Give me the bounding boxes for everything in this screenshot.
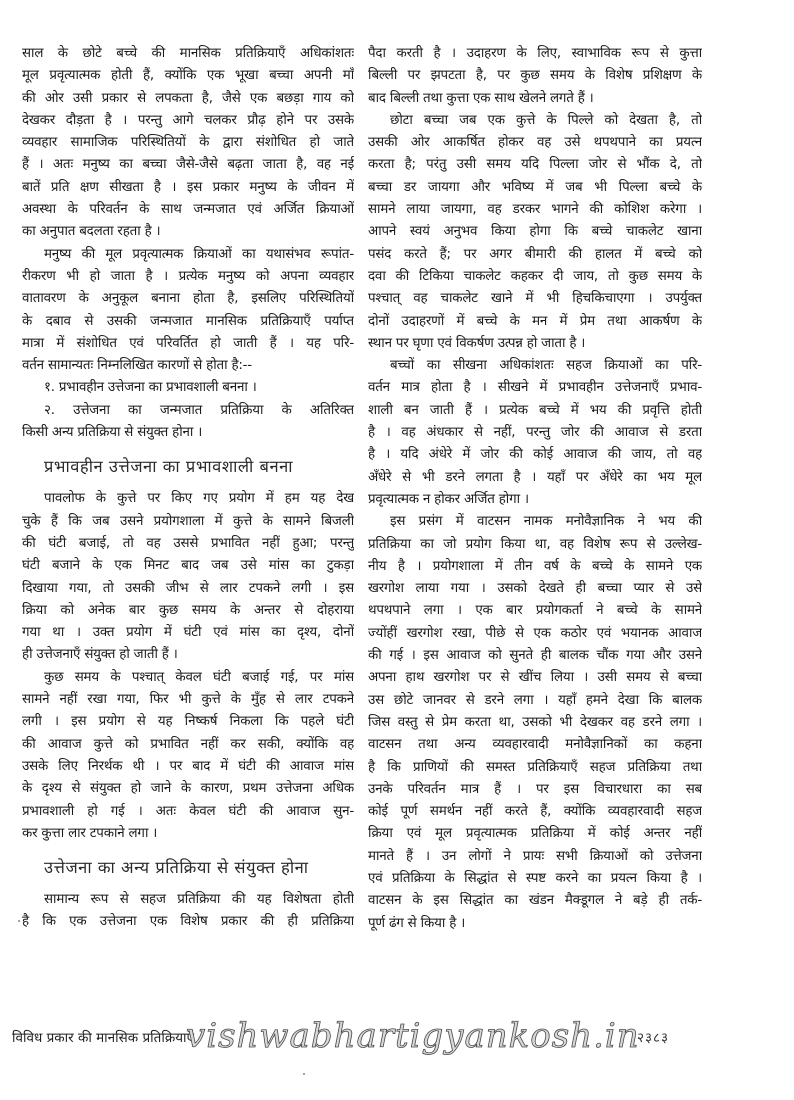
paragraph-right-4	[368, 511, 702, 935]
text-line: साल के छोटे बच्चे की मानसिक प्रतिक्रियाएँ अधिकांशतः	[22, 46, 354, 61]
paragraph-left-3	[22, 488, 354, 666]
text-line: छोटा बच्चा जब एक कुत्ते के पिल्ले को देखता है, तो	[390, 112, 702, 128]
text-line: की आवाज कुत्ते को प्रभावित नहीं कर सकी, क्योंकि वह	[22, 736, 354, 752]
running-footer-title: विविध प्रकार की मानसिक प्रतिक्रियाएँ	[12, 1030, 194, 1046]
text-line: का अनुपात बदलता रहता है ।	[22, 224, 161, 240]
text-line: दिखाया गया, तो उसकी जीभ से लार टपकने लगी । इस	[22, 580, 354, 596]
paragraph-left-5	[22, 889, 354, 934]
page-number: २३८३	[637, 1030, 670, 1046]
text-line: कुछ समय के पश्चात् केवल घंटी बजाई गई, पर मांस	[44, 669, 354, 685]
text-line: स्थान पर घृणा एवं विकर्षण उत्पन्न हो जाता है ।	[368, 335, 586, 351]
text-line: बच्चा डर जायगा और भविष्य में जब भी पिल्ला बच्चे के	[368, 179, 702, 195]
paragraph-left-2	[22, 244, 354, 378]
text-line: की गई । इस आवाज को सुनते ही बालक चौंक गया और उसने	[368, 648, 702, 664]
text-line: प्रतिक्रिया का जो प्रयोग किया था, वह विशेष रूप से उल्लेख-	[368, 536, 702, 552]
text-line: है कि एक उत्तेजना एक विशेष प्रकार की ही प्रतिक्रिया	[22, 914, 354, 930]
text-line: ही उत्तेजनाएँ संयुक्त हो जाती हैं ।	[22, 647, 178, 663]
text-line: देखकर दौड़ता है । परन्तु आगे चलकर प्रौढ़ होने पर उसके	[22, 112, 354, 128]
text-line: २. उत्तेजना का जन्मजात प्रतिक्रिया के अतिरिक्त	[44, 402, 354, 418]
text-line: थपथपाने लगा । एक बार प्रयोगकर्ता ने बच्चे के सामने	[368, 603, 702, 619]
text-line: बाद बिल्ली तथा कुत्ता एक साथ खेलने लगते हैं ।	[368, 90, 594, 106]
text-line: पैदा करती है । उदाहरण के लिए, स्वाभाविक रूप से कुत्ता	[368, 46, 702, 61]
text-line: सामने लाया जायगा, वह डरकर भागने की कोशिश करेगा ।	[368, 202, 702, 218]
list-item-1: १. प्रभावहीन उत्तेजना का प्रभावशाली बनना ।	[44, 380, 257, 396]
text-line: प्रवृत्यात्मक न होकर अर्जित होगा ।	[368, 491, 529, 507]
text-line: कोई पूर्ण समर्थन नहीं करते हैं, क्योंकि व्यवहारवादी सहज	[368, 804, 702, 820]
text-line: के दृश्य से संयुक्त हो जाने के कारण, प्रथम उत्तेजना अधिक	[22, 781, 354, 797]
text-line: जिस वस्तु से प्रेम करता था, उसको भी देखकर वह डरने लगा ।	[368, 714, 702, 730]
text-line: इस प्रसंग में वाटसन नामक मनोवैज्ञानिक ने भय की	[390, 514, 702, 530]
text-line: शाली बन जाती हैं । प्रत्येक बच्चे में भय की प्रवृत्ति होती	[368, 402, 702, 418]
text-line: बातें प्रति क्षण सीखता है । इस प्रकार मनुष्य के जीवन में	[22, 179, 354, 195]
text-line: दवा की टिकिया चाकलेट कहकर दी जाय, तो कुछ समय के	[368, 268, 702, 284]
text-line: अँधेरे से भी डरने लगता है । यहाँ पर अँधेरे का भय मूल	[368, 469, 702, 485]
text-line: उनके परिवर्तन मात्र हैं । पर इस विचारधारा का सब	[368, 781, 702, 797]
text-line: पावलोफ के कुत्ते पर किए गए प्रयोग में हम यह देख	[44, 491, 354, 507]
text-line: पूर्ण ढंग से किया है ।	[368, 915, 466, 931]
text-line: है कि प्राणियों की समस्त प्रतिक्रियाएँ सहज प्रतिक्रिया तथा	[368, 759, 702, 775]
text-line: प्रभावशाली हो गई । अतः केवल घंटी की आवाज सुन-	[22, 803, 354, 819]
text-line: गया था । उक्त प्रयोग में घंटी एवं मांस का दृश्य, दोनों	[22, 625, 354, 641]
watermark: vishwabhartigyankosh.in	[186, 1016, 640, 1056]
text-line: मनुष्य की मूल प्रवृत्यात्मक क्रियाओं का यथासंभव रूपांत-	[44, 246, 354, 262]
section-heading-1: प्रभावहीन उत्तेजना का प्रभावशाली बनना	[44, 457, 294, 477]
right-column	[368, 43, 702, 935]
text-line: कर कुत्ता लार टपकाने लगा ।	[22, 825, 158, 841]
text-line: क्रिया एवं मूल प्रवृत्यात्मक प्रतिक्रिया में कोई अन्तर नहीं	[368, 826, 702, 842]
text-line: उस छोटे जानवर से डरने लगा । यहाँ हमने देखा कि बालक	[368, 692, 702, 708]
text-line: है । यदि अंधेरे में जोर की कोई आवाज की जाय, तो वह	[368, 447, 702, 463]
text-line: करता है; परंतु उसी समय यदि पिल्ला जोर से भौंक दे, तो	[368, 157, 702, 173]
text-line: मानते हैं । उन लोगों ने प्रायः सभी क्रियाओं को उत्तेजना	[368, 848, 702, 864]
text-line: बच्चों का सीखना अधिकांशतः सहज क्रियाओं का परि-	[390, 358, 702, 374]
text-line: वर्तन मात्र होता है । सीखने में प्रभावहीन उत्तेजनाएँ प्रभाव-	[368, 380, 702, 396]
list-item-2	[22, 400, 354, 445]
text-line: पश्चात् वह चाकलेट खाने में भी हिचकिचाएगा । उपर्युक्त	[368, 291, 702, 307]
text-line: नीय है । प्रयोगशाला में तीन वर्ष के बच्चे के सामने एक	[368, 558, 702, 574]
scan-speck	[303, 1073, 305, 1075]
text-line: सामने नहीं रखा गया, फिर भी कुत्ते के मुँह से लार टपकने	[22, 692, 354, 708]
text-line: पसंद करते हैं; पर अगर बीमारी की हालत में बच्चे को	[368, 246, 702, 262]
text-line: अपना हाथ खरगोश पर से खींच लिया । उसी समय से बच्चा	[368, 670, 702, 686]
text-line: वाटसन तथा अन्य व्यवहारवादी मनोवैज्ञानिकों का कहना	[368, 737, 702, 753]
text-line: की घंटी बजाई, तो वह उससे प्रभावित नहीं हुआ; परन्तु	[22, 535, 354, 551]
text-line: क्रिया को अनेक बार कुछ समय के अन्तर से दोहराया	[22, 602, 354, 618]
text-line: हैं । अतः मनुष्य का बच्चा जैसे-जैसे बढ़ता जाता है, वह नई	[22, 157, 354, 173]
text-line: सामान्य रूप से सहज प्रतिक्रिया की यह विशेषता होती	[44, 892, 354, 908]
text-line: रीकरण भी हो जाता है । प्रत्येक मनुष्य को अपना व्यवहार	[22, 268, 354, 284]
text-line: बिल्ली पर झपटता है, पर कुछ समय के विशेष प्रशिक्षण के	[368, 68, 702, 84]
text-line: आपने स्वयं अनुभव किया होगा कि बच्चे चाकलेट खाना	[368, 224, 702, 240]
text-line: अवस्था के परिवर्तन के साथ जन्मजात एवं अर्जित क्रियाओं	[22, 202, 354, 218]
text-line: के दबाव से उसकी जन्मजात मानसिक प्रतिक्रियाएँ पर्याप्त	[22, 313, 354, 329]
paragraph-right-2	[368, 110, 702, 355]
text-line: खरगोश लाया गया । उसको देखते ही बच्चा प्यार से उसे	[368, 581, 702, 597]
left-column	[22, 43, 354, 934]
text-line: मूल प्रवृत्यात्मक होती हैं, क्योंकि एक भूखा बच्चा अपनी माँ	[22, 68, 354, 84]
text-line: उसके लिए निरर्थक थी । पर बाद में घंटी की आवाज मांस	[22, 758, 354, 774]
text-line: उसकी ओर आकर्षित होकर वह उसे थपथपाने का प्रयत्न	[368, 135, 702, 151]
text-line: दोनों उदाहरणों में बच्चे के मन में प्रेम तथा आकर्षण के	[368, 313, 702, 329]
text-line: वाटसन के इस सिद्धांत का खंडन मैक्डूगल ने बड़े ही तर्क-	[368, 893, 702, 909]
text-line: चुके हैं कि जब उसने प्रयोगशाला में कुत्ते के सामने बिजली	[22, 513, 354, 529]
text-line: वर्तन सामान्यतः निम्नलिखित कारणों से होता है:--	[22, 358, 252, 374]
text-line: लगी । इस प्रयोग से यह निष्कर्ष निकला कि पहले घंटी	[22, 714, 354, 730]
paragraph-left-1	[22, 43, 354, 244]
text-line: है । वह अंधकार से नहीं, परन्तु जोर की आवाज से डरता	[368, 425, 702, 441]
text-line: वातावरण के अनुकूल बनाना होता है, इसलिए परिस्थितियों	[22, 291, 354, 307]
section-heading-2: उत्तेजना का अन्य प्रतिक्रिया से संयुक्त होना	[44, 858, 309, 878]
paragraph-right-1	[368, 43, 702, 110]
text-line: की ओर उसी प्रकार से लपकता है, जैसे एक बछड़ा गाय को	[22, 90, 354, 106]
text-line: व्यवहार सामाजिक परिस्थितियों के द्वारा संशोधित हो जाते	[22, 135, 354, 151]
scan-speck	[18, 920, 20, 922]
text-line: घंटी बजाने के एक मिनट बाद जब उसे मांस का टुकड़ा	[22, 558, 354, 574]
text-line: एवं प्रतिक्रिया के सिद्धांत से स्पष्ट करने का प्रयत्न किया है ।	[368, 870, 702, 886]
text-line: किसी अन्य प्रतिक्रिया से संयुक्त होना ।	[22, 425, 203, 441]
text-line: ज्योंहीं खरगोश रखा, पीछे से एक कठोर एवं भयानक आवाज	[368, 625, 702, 641]
text-line: मात्रा में संशोधित एवं परिवर्तित हो जाती हैं । यह परि-	[22, 335, 354, 351]
paragraph-right-3	[368, 355, 702, 511]
paragraph-left-4	[22, 667, 354, 845]
